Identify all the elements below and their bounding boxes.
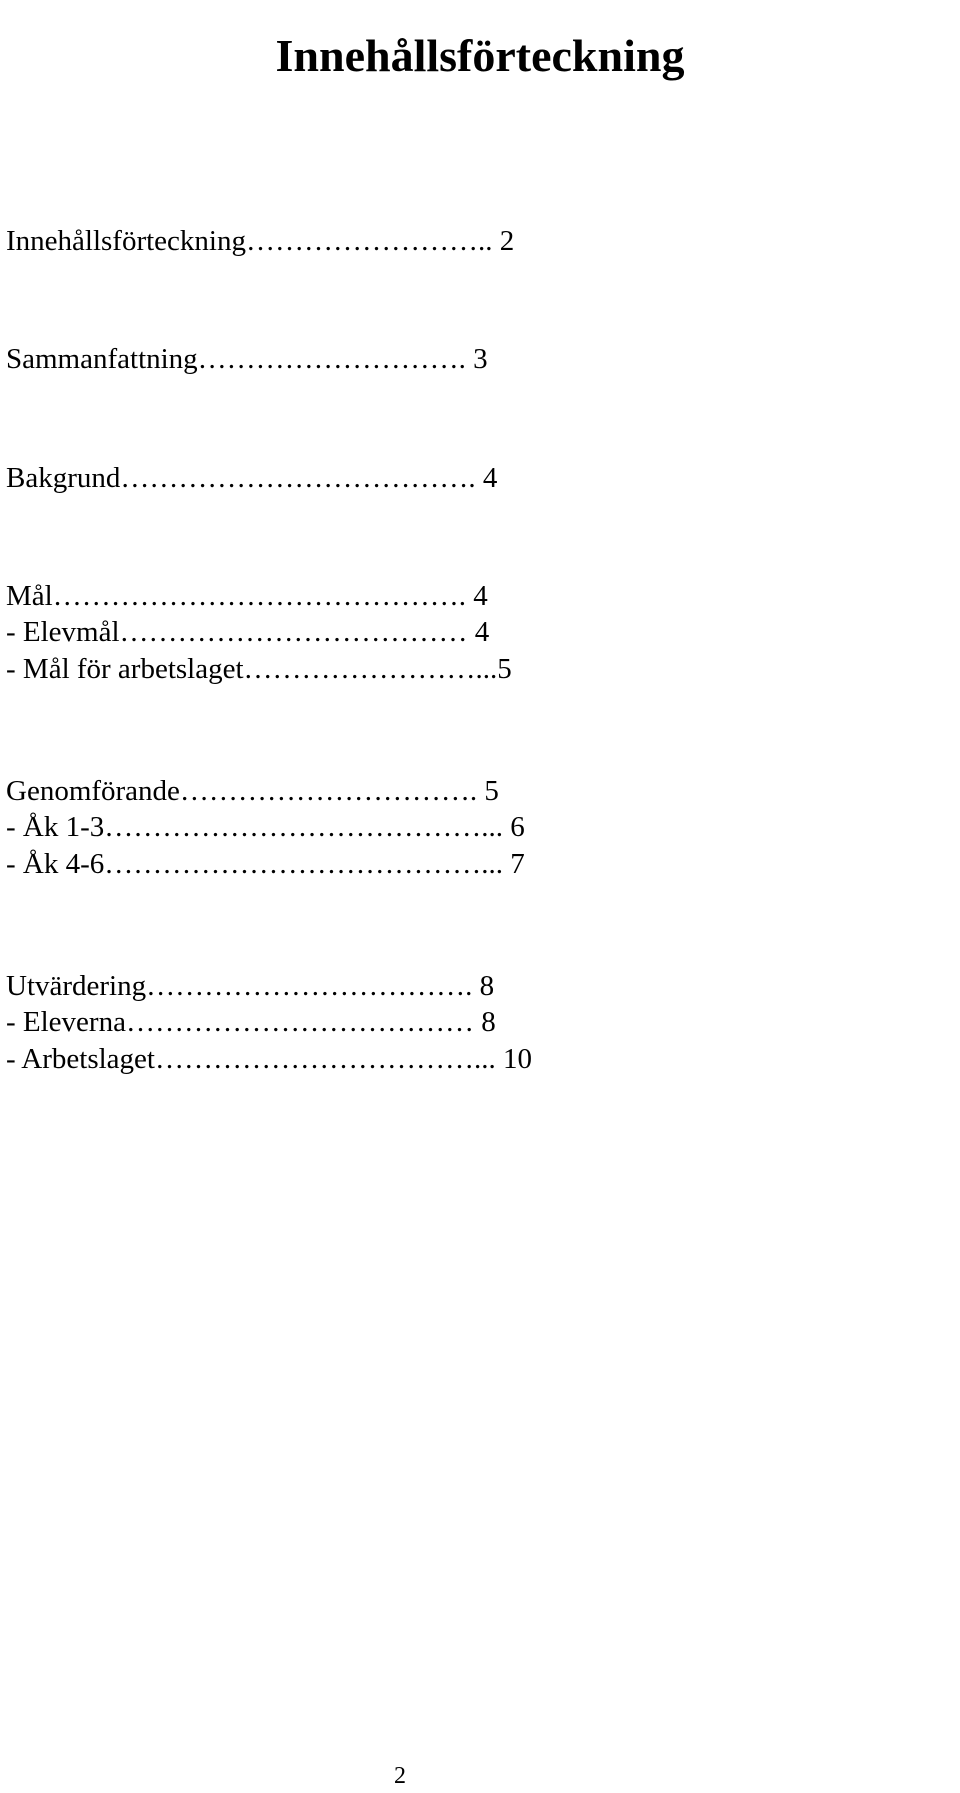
toc-entry-genomforande: Genomförande…………………………. 5 xyxy=(6,775,499,807)
toc-entry-ak-4-6: - Åk 4-6…………………………………... 7 xyxy=(6,848,525,880)
page-number: 2 xyxy=(394,1763,406,1789)
toc-entry-utvardering: Utvärdering……………………………. 8 xyxy=(6,970,495,1002)
toc-entry-sammanfattning: Sammanfattning………………………. 3 xyxy=(6,343,488,375)
toc-entry-bakgrund: Bakgrund………………………………. 4 xyxy=(6,462,498,494)
toc-entry-ak-1-3: - Åk 1-3…………………………………... 6 xyxy=(6,811,525,843)
toc-entry-mal: Mål……………………………………. 4 xyxy=(6,580,488,612)
toc-entry-arbetslaget: - Arbetslaget……………………………... 10 xyxy=(6,1043,532,1075)
toc-entry-mal-for-arbetslaget: - Mål för arbetslaget……………………...5 xyxy=(6,653,512,685)
page-title: Innehållsförteckning xyxy=(275,29,685,81)
toc-entry-innehallsforteckning: Innehållsförteckning…………………….. 2 xyxy=(6,225,515,257)
toc-entry-elevmal: - Elevmål……………………………… 4 xyxy=(6,616,490,648)
toc-entry-eleverna: - Eleverna……………………………… 8 xyxy=(6,1006,496,1038)
